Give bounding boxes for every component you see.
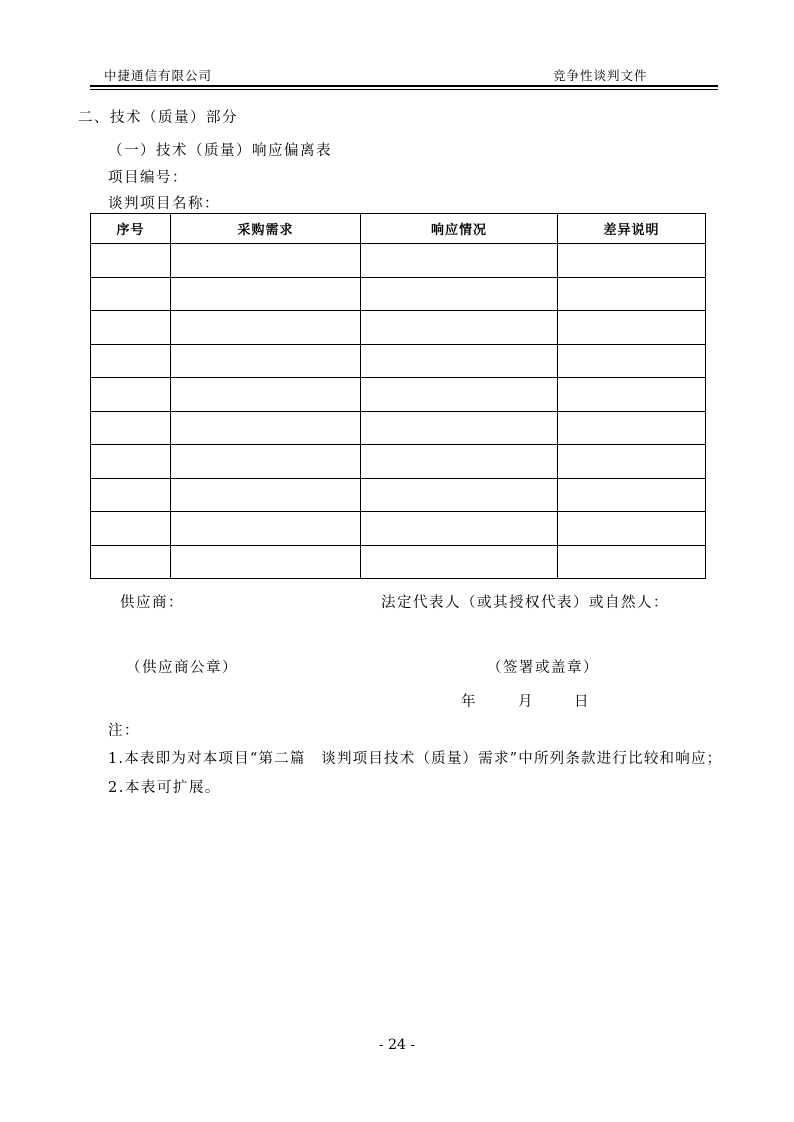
table-cell (361, 545, 558, 579)
table-cell (558, 311, 706, 345)
header-rule-thin (90, 89, 718, 90)
date-day: 日 (574, 694, 590, 710)
table-body (91, 244, 706, 579)
table-cell (361, 478, 558, 512)
table-cell (558, 545, 706, 579)
table-row (91, 545, 706, 579)
table-cell (361, 445, 558, 479)
table-cell (171, 445, 361, 479)
table-row (91, 244, 706, 278)
table-cell (91, 344, 171, 378)
table-header-row (91, 214, 706, 244)
table-cell (558, 277, 706, 311)
table-cell (91, 512, 171, 546)
table-cell (91, 378, 171, 412)
table-cell (558, 478, 706, 512)
project-name-label: 谈判项目名称： (108, 196, 220, 212)
supplier-seal: （供应商公章） (126, 660, 238, 676)
table-cell (171, 545, 361, 579)
deviation-table (90, 213, 706, 579)
header-response: 响应情况 (361, 214, 558, 244)
header-rule-thick (90, 85, 718, 87)
header-requirement: 采购需求 (171, 214, 361, 244)
table-cell (91, 478, 171, 512)
table-cell (171, 344, 361, 378)
subsection-title: （一）技术（质量）响应偏离表 (108, 143, 332, 159)
table-cell (558, 344, 706, 378)
sign-or-seal: （签署或盖章） (487, 660, 599, 676)
table-cell (171, 277, 361, 311)
notes-title: 注： (108, 723, 140, 739)
table-cell (171, 512, 361, 546)
table-cell (558, 378, 706, 412)
table-cell (91, 445, 171, 479)
table-cell (171, 311, 361, 345)
table-cell (171, 378, 361, 412)
table-row (91, 277, 706, 311)
table-cell (91, 244, 171, 278)
table-row (91, 411, 706, 445)
table-cell (91, 311, 171, 345)
table-row (91, 478, 706, 512)
table-cell (171, 411, 361, 445)
table-cell (361, 512, 558, 546)
table-row (91, 344, 706, 378)
section-title: 二、技术（质量）部分 (78, 110, 238, 126)
table-cell (91, 545, 171, 579)
table-cell (558, 244, 706, 278)
page-number: - 24 - (378, 1037, 416, 1053)
header-company: 中捷通信有限公司 (104, 68, 213, 83)
legal-rep-label: 法定代表人（或其授权代表）或自然人： (381, 595, 669, 611)
table-cell (171, 244, 361, 278)
header-doc-type: 竞争性谈判文件 (553, 68, 648, 83)
note-item-2: 2.本表可扩展。 (108, 780, 221, 796)
table-cell (558, 512, 706, 546)
note-item-1: 1.本表即为对本项目“第二篇 谈判项目技术（质量）需求”中所列条款进行比较和响应； (108, 751, 723, 767)
table-cell (361, 344, 558, 378)
table-cell (361, 378, 558, 412)
table-cell (91, 411, 171, 445)
table-cell (361, 244, 558, 278)
table-row (91, 311, 706, 345)
table-cell (91, 277, 171, 311)
table-cell (361, 311, 558, 345)
table-cell (558, 445, 706, 479)
table-cell (171, 478, 361, 512)
header-seq: 序号 (91, 214, 171, 244)
table-row (91, 445, 706, 479)
supplier-label: 供应商： (120, 595, 184, 611)
date-month: 月 (518, 694, 534, 710)
project-number-label: 项目编号： (108, 170, 188, 186)
table-cell (361, 411, 558, 445)
table-row (91, 378, 706, 412)
table-row (91, 512, 706, 546)
date-year: 年 (461, 694, 477, 710)
table-cell (361, 277, 558, 311)
header-difference: 差异说明 (558, 214, 706, 244)
table-cell (558, 411, 706, 445)
